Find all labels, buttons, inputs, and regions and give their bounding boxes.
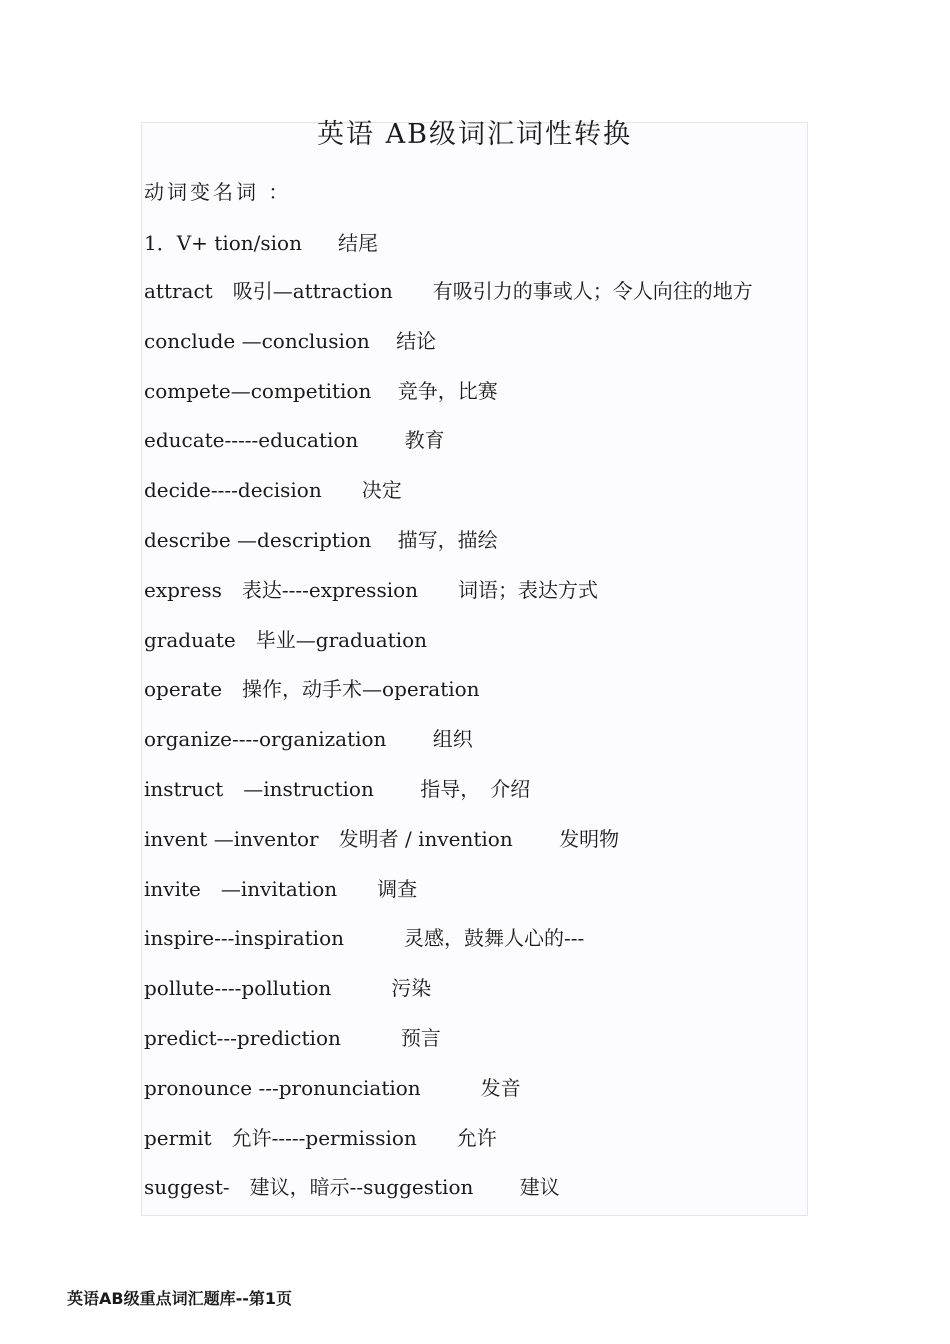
rule-label: 结尾 [337,231,378,255]
vocabulary-entry: describe —description 描写，描绘 [144,527,498,552]
vocabulary-entry: organize----organization 组织 [144,727,473,752]
vocabulary-entry: attract 吸引—attraction 有吸引力的事或人；令人向往的地方 [144,279,753,303]
vocabulary-entry: pronounce ---pronunciation 发音 [144,1075,521,1100]
vocabulary-entry: decide----decision 决定 [144,478,402,503]
vocabulary-entry: operate 操作，动手术—operation [144,677,480,702]
vocabulary-entry: inspire---inspiration 灵感，鼓舞人心的--- [144,926,585,951]
vocabulary-entry: conclude —conclusion 结论 [144,328,437,353]
vocabulary-entry: predict---prediction 预言 [144,1025,441,1050]
page-title: 英语 AB级词汇词性转换 [317,119,632,150]
vocabulary-entry: pollute----pollution 污染 [144,976,432,1001]
section-heading: 动词变名词 ： [144,180,292,204]
vocabulary-entry: graduate 毕业—graduation [144,627,428,652]
vocabulary-entry: compete—competition 竞争，比赛 [144,378,498,403]
vocabulary-entry: invite —invitation 调查 [144,876,418,901]
rule-pattern: 1．V+ tion/sion [144,231,302,255]
vocabulary-entry: invent —inventor 发明者 / invention 发明物 [144,826,620,851]
vocabulary-entry: permit 允许-----permission 允许 [144,1125,497,1150]
vocabulary-entry: express 表达----expression 词语；表达方式 [144,577,599,602]
vocabulary-entry: educate-----education 教育 [144,428,445,453]
vocabulary-entry: instruct —instruction 指导， 介绍 [144,776,531,801]
rule-heading [144,227,378,256]
vocabulary-list [144,276,753,1222]
page-footer: 英语AB级重点词汇题库--第1页 [67,1289,292,1308]
vocabulary-entry: suggest- 建议，暗示--suggestion 建议 [144,1175,560,1200]
